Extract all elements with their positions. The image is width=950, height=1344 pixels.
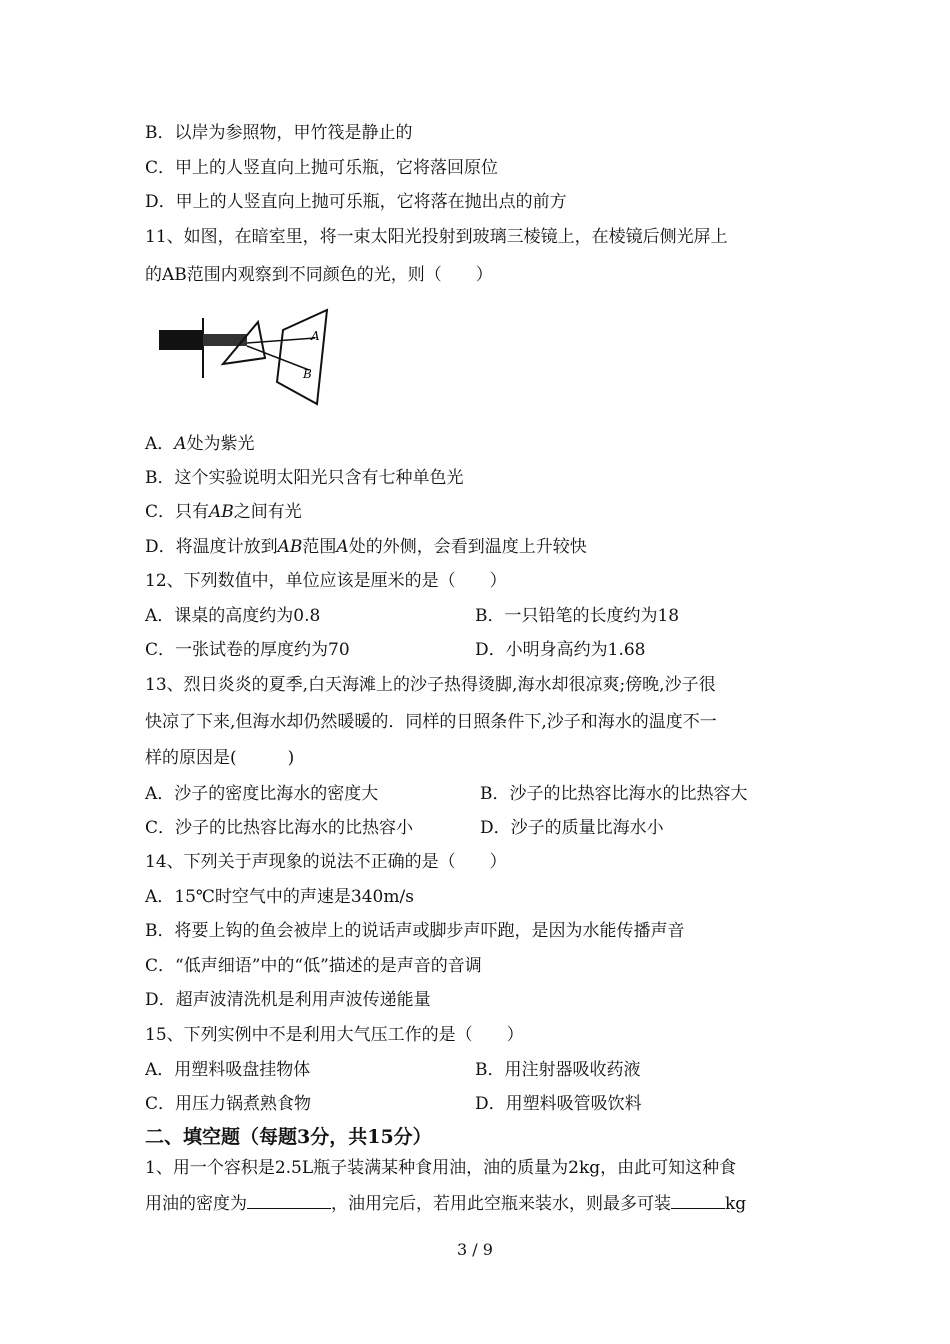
- q11-option-a: A．A处为紫光: [145, 434, 255, 454]
- q12-option-d: D．小明身高约为1.68: [475, 640, 646, 660]
- label-b: B: [303, 367, 312, 381]
- q14-stem: 14、下列关于声现象的说法不正确的是（ ）: [145, 852, 507, 872]
- q13-stem-line3: 样的原因是( ): [145, 748, 295, 768]
- q10-option-b: B．以岸为参照物，甲竹筏是静止的: [145, 123, 413, 143]
- q13-option-c: C．沙子的比热容比海水的比热容小: [145, 818, 414, 838]
- q10-option-c: C．甲上的人竖直向上抛可乐瓶，它将落回原位: [145, 158, 499, 178]
- light-source-block: [159, 330, 203, 350]
- q12-stem: 12、下列数值中，单位应该是厘米的是（ ）: [145, 571, 507, 591]
- q12-option-a: A．课桌的高度约为0.8: [145, 606, 321, 626]
- page-number: 3 / 9: [457, 1240, 493, 1259]
- q13-stem-line2: 快凉了下来,但海水却仍然暖暖的．同样的日照条件下,沙子和海水的温度不一: [145, 712, 717, 732]
- q13-option-d: D．沙子的质量比海水小: [480, 818, 664, 838]
- q14-option-b: B．将要上钩的鱼会被岸上的说话声或脚步声吓跑，是因为水能传播声音: [145, 921, 685, 941]
- q13-option-a: A．沙子的密度比海水的密度大: [145, 784, 379, 804]
- q15-option-c: C．用压力锅煮熟食物: [145, 1094, 312, 1114]
- light-screen: [277, 310, 327, 404]
- q15-option-b: B．用注射器吸收药液: [475, 1060, 641, 1080]
- q14-option-d: D．超声波清洗机是利用声波传递能量: [145, 990, 431, 1010]
- label-a: A: [311, 329, 320, 343]
- q13-option-b: B．沙子的比热容比海水的比热容大: [480, 784, 748, 804]
- q13-stem-line1: 13、烈日炎炎的夏季,白天海滩上的沙子热得烫脚,海水却很凉爽;傍晚,沙子很: [145, 675, 716, 695]
- fill-q1-line2: 用油的密度为 ，油用完后，若用此空瓶来装水，则最多可装 kg: [145, 1194, 747, 1214]
- prism-diagram: [155, 308, 335, 408]
- q14-option-a: A．15℃时空气中的声速是340m/s: [145, 887, 414, 907]
- section-heading: 二、填空题（每题3分，共15分）: [145, 1126, 432, 1148]
- q15-option-d: D．用塑料吸管吸饮料: [475, 1094, 642, 1114]
- fill-q1-line1: 1、用一个容积是2.5L瓶子装满某种食用油，油的质量为2kg，由此可知这种食: [145, 1158, 737, 1178]
- q11-option-b: B．这个实验说明太阳光只含有七种单色光: [145, 468, 464, 488]
- q11-stem-line2: 的AB范围内观察到不同颜色的光，则（ ）: [145, 265, 493, 285]
- q11-option-c: C．只有AB之间有光: [145, 502, 302, 522]
- q10-option-d: D．甲上的人竖直向上抛可乐瓶，它将落在抛出点的前方: [145, 192, 567, 212]
- q15-option-a: A．用塑料吸盘挂物体: [145, 1060, 311, 1080]
- q11-option-d: D．将温度计放到AB范围A处的外侧，会看到温度上升较快: [145, 537, 587, 557]
- q11-stem-line1: 11、如图，在暗室里，将一束太阳光投射到玻璃三棱镜上，在棱镜后侧光屏上: [145, 227, 728, 247]
- q12-option-b: B．一只铅笔的长度约为18: [475, 606, 680, 626]
- q14-option-c: C．“低声细语”中的“低”描述的是声音的音调: [145, 956, 482, 976]
- answer-blank-mass[interactable]: [671, 1192, 725, 1209]
- q15-stem: 15、下列实例中不是利用大气压工作的是（ ）: [145, 1025, 524, 1045]
- answer-blank-density[interactable]: [247, 1192, 331, 1209]
- q12-option-c: C．一张试卷的厚度约为70: [145, 640, 350, 660]
